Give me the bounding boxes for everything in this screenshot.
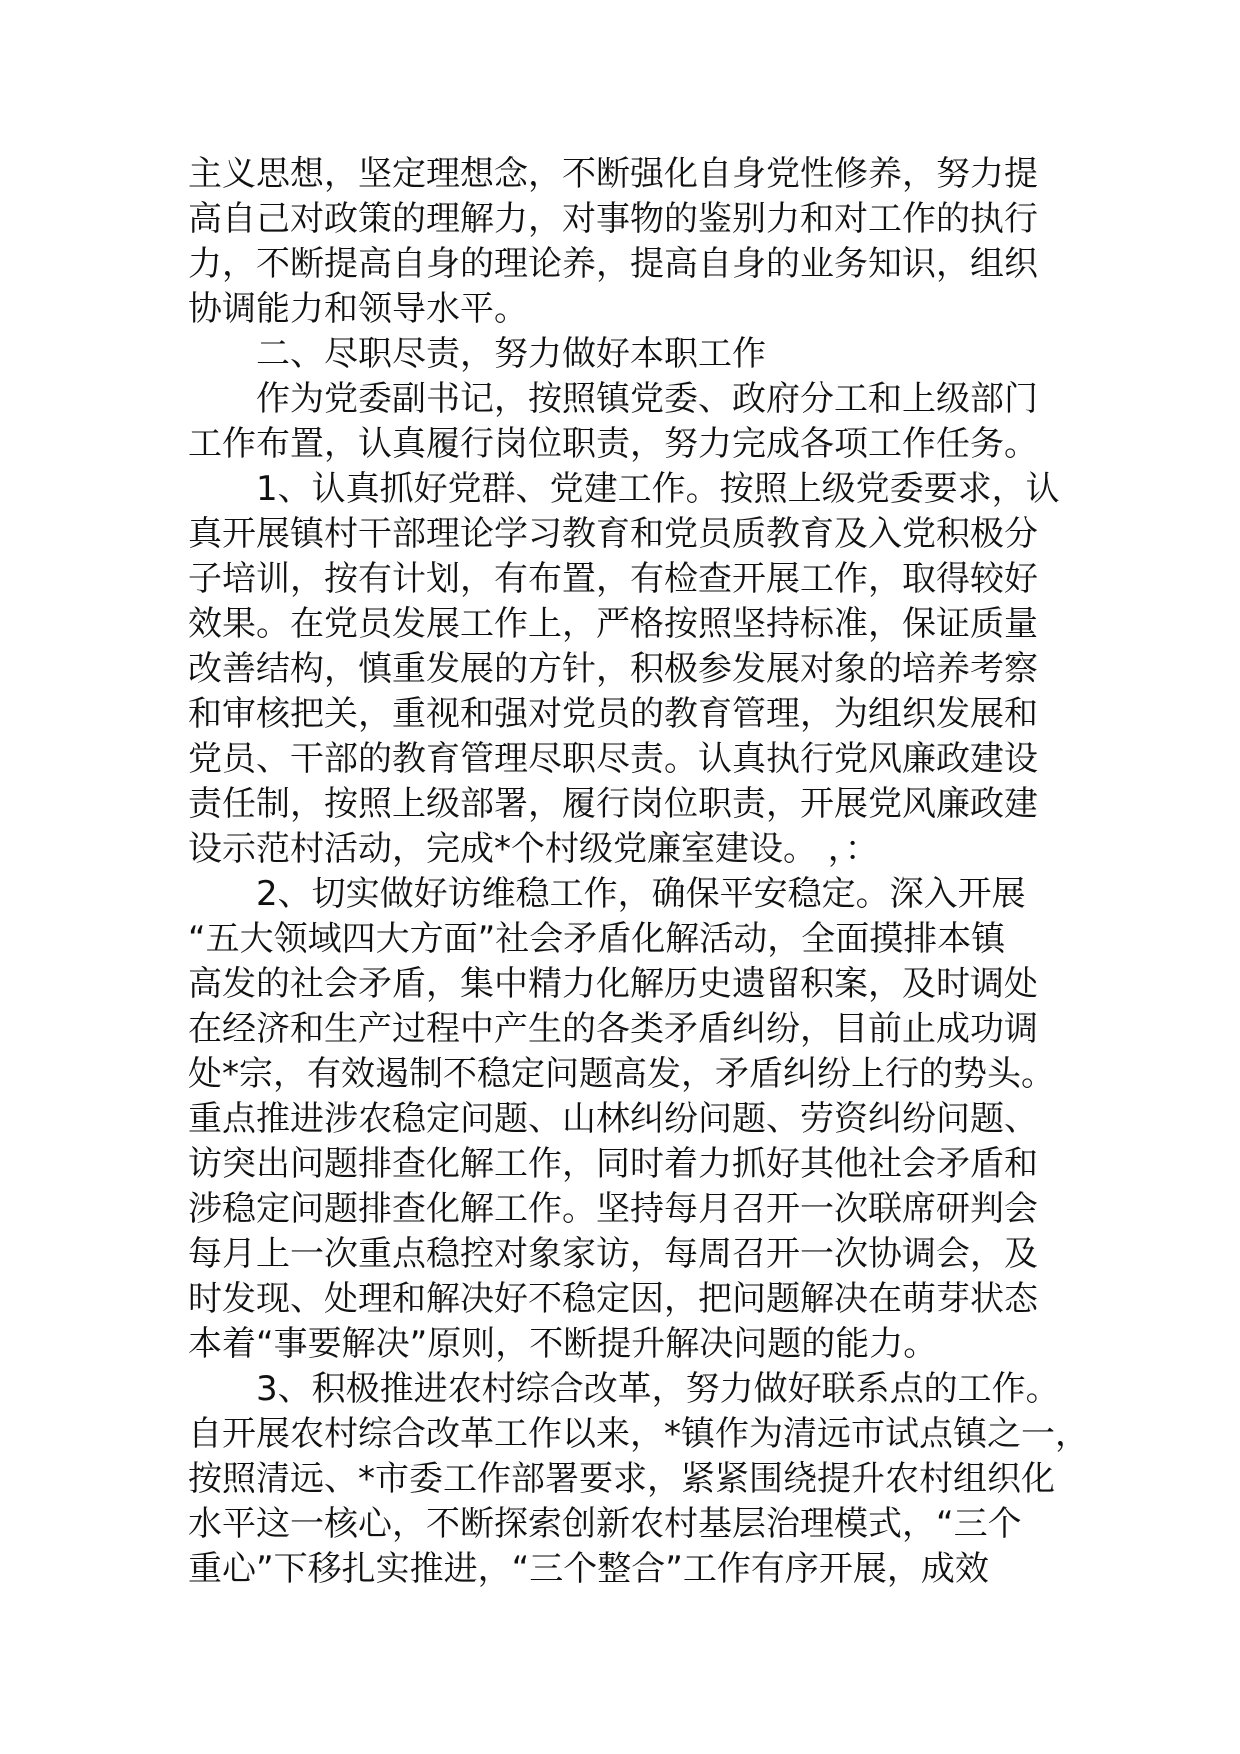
text-line: 党员、干部的教育管理尽职尽责。认真执行党风廉政建设	[188, 739, 1038, 779]
text-line: 重心”下移扎实推进，“三个整合”工作有序开展，成效	[188, 1549, 989, 1589]
text-line: 主义思想，坚定理想念，不断强化自身党性修养，努力提	[188, 154, 1038, 194]
text-line: 真开展镇村干部理论学习教育和党员质教育及入党积极分	[188, 514, 1038, 554]
text-line: 子培训，按有计划，有布置，有检查开展工作，取得较好	[188, 559, 1038, 599]
numbered-item-heading: 1、认真抓好党群、党建工作。按照上级党委要求，认	[256, 469, 1060, 509]
text-line: 效果。在党员发展工作上，严格按照坚持标准，保证质量	[188, 604, 1038, 644]
text-line: 涉稳定问题排查化解工作。坚持每月召开一次联席研判会	[188, 1189, 1038, 1229]
text-line: 重点推进涉农稳定问题、山林纠纷问题、劳资纠纷问题、	[188, 1099, 1038, 1139]
text-line: 访突出问题排查化解工作，同时着力抓好其他社会矛盾和	[188, 1144, 1038, 1184]
text-line: 高自己对政策的理解力，对事物的鉴别力和对工作的执行	[188, 199, 1038, 239]
text-line: 处*宗，有效遏制不稳定问题高发，矛盾纠纷上行的势头。	[188, 1054, 1055, 1094]
text-line: 水平这一核心，不断探索创新农村基层治理模式，“三个	[188, 1504, 1022, 1544]
text-line: 每月上一次重点稳控对象家访，每周召开一次协调会，及	[188, 1234, 1038, 1274]
text-line: 工作布置，认真履行岗位职责，努力完成各项工作任务。	[188, 424, 1038, 464]
text-line: 设示范村活动，完成*个村级党廉室建设。 ，：	[188, 829, 879, 869]
text-line: 改善结构，慎重发展的方针，积极参发展对象的培养考察	[188, 649, 1038, 689]
text-line: 自开展农村综合改革工作以来，*镇作为清远市试点镇之一，	[188, 1414, 1089, 1454]
text-line: 力，不断提高自身的理论养，提高自身的业务知识，组织	[188, 244, 1038, 284]
text-line: 责任制，按照上级部署，履行岗位职责，开展党风廉政建	[188, 784, 1038, 824]
numbered-item-heading: 3、积极推进农村综合改革，努力做好联系点的工作。	[256, 1369, 1060, 1409]
text-line: 本着“事要解决”原则，不断提升解决问题的能力。	[188, 1324, 938, 1364]
section-heading: 二、尽职尽责，努力做好本职工作	[256, 334, 766, 374]
document-body	[188, 152, 1089, 1592]
text-line: “五大领域四大方面”社会矛盾化解活动，全面摸排本镇	[188, 919, 1006, 959]
text-line: 时发现、处理和解决好不稳定因，把问题解决在萌芽状态	[188, 1279, 1038, 1319]
text-line: 协调能力和领导水平。	[188, 289, 528, 329]
text-line: 按照清远、*市委工作部署要求，紧紧围绕提升农村组织化	[188, 1459, 1055, 1499]
text-line: 在经济和生产过程中产生的各类矛盾纠纷，目前止成功调	[188, 1009, 1038, 1049]
numbered-item-heading: 2、切实做好访维稳工作，确保平安稳定。深入开展	[256, 874, 1026, 914]
text-line: 作为党委副书记，按照镇党委、政府分工和上级部门	[256, 379, 1038, 419]
text-line: 高发的社会矛盾，集中精力化解历史遗留积案，及时调处	[188, 964, 1038, 1004]
text-line: 和审核把关，重视和强对党员的教育管理，为组织发展和	[188, 694, 1038, 734]
